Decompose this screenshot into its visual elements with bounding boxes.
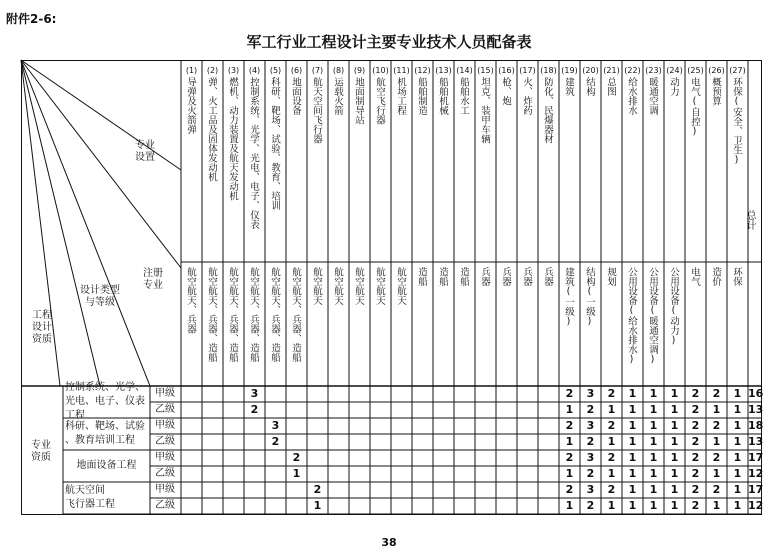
column-number: (14) bbox=[456, 66, 473, 75]
staff-count: 3 bbox=[586, 387, 595, 400]
staff-count: 1 bbox=[565, 403, 574, 416]
group-label-line: 地面设备工程 bbox=[76, 460, 137, 471]
column-number: (3) bbox=[227, 66, 240, 75]
total-count: 16 bbox=[748, 387, 764, 400]
column-number: (9) bbox=[353, 66, 366, 75]
column-specialty-name: 火、炸药 bbox=[521, 77, 532, 115]
column-specialty-name: 船舶水工 bbox=[458, 77, 469, 115]
column-number: (1) bbox=[185, 66, 198, 75]
column-specialty-name: 船舶机械 bbox=[437, 77, 448, 115]
column-specialty-name: 建筑 bbox=[563, 77, 574, 96]
group-label bbox=[65, 381, 148, 423]
staff-count: 1 bbox=[628, 451, 637, 464]
group-label bbox=[65, 484, 148, 512]
column-registered-specialty: 航空航天、兵器、造船 bbox=[290, 267, 301, 362]
column-registered-specialty: 造价 bbox=[710, 267, 721, 286]
column-number: (18) bbox=[540, 66, 557, 75]
column-registered-specialty: 航空航天 bbox=[374, 267, 385, 305]
staff-count: 2 bbox=[271, 435, 280, 448]
column-number: (5) bbox=[269, 66, 282, 75]
staff-count: 1 bbox=[628, 435, 637, 448]
column-registered-specialty: 造船 bbox=[437, 267, 448, 286]
column-registered-specialty: 航空航天、兵器 bbox=[185, 267, 196, 334]
column-specialty-name: 船舶制造 bbox=[416, 77, 427, 115]
column-specialty-name: 防化、民爆器材 bbox=[542, 77, 553, 144]
column-number: (11) bbox=[393, 66, 410, 75]
staff-count: 2 bbox=[691, 451, 700, 464]
column-specialty-name: 给水排水 bbox=[626, 77, 637, 115]
page-title: 军工行业工程设计主要专业技术人员配备表 bbox=[246, 33, 532, 51]
qualification-label: 专业资质 bbox=[31, 440, 51, 463]
staff-count: 1 bbox=[733, 435, 742, 448]
staff-count: 1 bbox=[670, 451, 679, 464]
staff-count: 1 bbox=[607, 403, 616, 416]
column-specialty-name: 枪、炮 bbox=[500, 77, 511, 106]
staff-count: 2 bbox=[691, 419, 700, 432]
staff-count: 1 bbox=[649, 403, 658, 416]
staff-count: 1 bbox=[712, 499, 721, 512]
staff-count: 1 bbox=[670, 483, 679, 496]
column-specialty-name: 环保(安全、卫生) bbox=[731, 77, 742, 166]
page-number: 38 bbox=[381, 536, 397, 549]
column-number: (2) bbox=[206, 66, 219, 75]
staff-count: 1 bbox=[649, 467, 658, 480]
group-label-line: 飞行器工程 bbox=[65, 499, 115, 510]
column-number: (4) bbox=[248, 66, 261, 75]
column-number: (7) bbox=[311, 66, 324, 75]
staff-count: 1 bbox=[565, 499, 574, 512]
column-number: (15) bbox=[477, 66, 494, 75]
staff-count: 1 bbox=[712, 435, 721, 448]
column-specialty-name: 总图 bbox=[605, 77, 616, 96]
grade-label: 甲级 bbox=[155, 388, 175, 399]
column-registered-specialty: 公用设备(动力) bbox=[668, 267, 679, 346]
staff-count: 2 bbox=[607, 419, 616, 432]
grade-label: 乙级 bbox=[155, 500, 175, 511]
column-specialty-name: 航天空间飞行器 bbox=[311, 77, 322, 144]
group-label-line: 工程 bbox=[65, 410, 85, 421]
group-label-line: 科研、靶场、试验 bbox=[65, 421, 145, 432]
staff-count: 1 bbox=[292, 467, 301, 480]
staff-count: 2 bbox=[250, 403, 259, 416]
staff-count: 2 bbox=[691, 435, 700, 448]
staff-count: 3 bbox=[250, 387, 259, 400]
column-registered-specialty: 公用设备(给水排水) bbox=[626, 267, 637, 365]
column-registered-specialty: 航空航天、兵器、造船 bbox=[269, 267, 280, 362]
total-count: 17 bbox=[748, 483, 764, 496]
staff-count: 3 bbox=[586, 419, 595, 432]
staff-count: 1 bbox=[628, 483, 637, 496]
column-specialty-name: 暖通空调 bbox=[647, 77, 658, 115]
staff-count: 2 bbox=[691, 467, 700, 480]
staff-count: 1 bbox=[712, 403, 721, 416]
staff-count: 2 bbox=[712, 387, 721, 400]
staff-count: 2 bbox=[586, 467, 595, 480]
staff-count: 3 bbox=[271, 419, 280, 432]
column-number: (23) bbox=[645, 66, 662, 75]
staff-count: 2 bbox=[565, 483, 574, 496]
column-specialty-name: 控制系统、光学、光电、电子、仪表 bbox=[248, 77, 259, 229]
column-registered-specialty: 建筑(一级) bbox=[563, 267, 574, 327]
staff-count: 1 bbox=[607, 467, 616, 480]
column-number: (20) bbox=[582, 66, 599, 75]
staff-count: 1 bbox=[670, 499, 679, 512]
column-registered-specialty: 结构(一级) bbox=[584, 267, 595, 327]
column-specialty-name: 结构 bbox=[584, 77, 595, 96]
group-label-line: 、教育培训工程 bbox=[65, 435, 135, 446]
column-specialty-name: 动力 bbox=[668, 77, 679, 96]
column-registered-specialty: 造船 bbox=[458, 267, 469, 286]
column-registered-specialty: 航空航天 bbox=[395, 267, 406, 305]
column-number: (19) bbox=[561, 66, 578, 75]
staff-count: 1 bbox=[628, 387, 637, 400]
staff-count: 1 bbox=[733, 483, 742, 496]
column-number: (10) bbox=[372, 66, 389, 75]
engineering-qualification-label: 工程设计资质 bbox=[32, 310, 52, 345]
registered-specialty-label: 注册专业 bbox=[143, 268, 163, 291]
staff-count: 2 bbox=[607, 451, 616, 464]
staff-count: 1 bbox=[670, 435, 679, 448]
group-label bbox=[65, 420, 148, 448]
staff-count: 1 bbox=[733, 467, 742, 480]
column-specialty-name: 地面制导站 bbox=[353, 77, 364, 125]
column-registered-specialty: 航空航天、兵器、造船 bbox=[248, 267, 259, 362]
column-registered-specialty: 兵器 bbox=[542, 267, 553, 286]
staff-count: 2 bbox=[691, 499, 700, 512]
staff-count: 1 bbox=[628, 403, 637, 416]
staff-count: 1 bbox=[649, 451, 658, 464]
staff-count: 1 bbox=[733, 387, 742, 400]
staff-count: 1 bbox=[607, 499, 616, 512]
column-specialty-name: 概预算 bbox=[710, 77, 721, 106]
column-specialty-name: 机场工程 bbox=[395, 77, 406, 115]
column-number: (27) bbox=[729, 66, 746, 75]
staff-count: 1 bbox=[649, 483, 658, 496]
group-label-line: 控制系统、光学、 bbox=[65, 382, 145, 393]
total-column-header: 总计 bbox=[744, 210, 755, 230]
staff-count: 1 bbox=[733, 419, 742, 432]
staff-count: 2 bbox=[691, 483, 700, 496]
staff-count: 1 bbox=[628, 499, 637, 512]
staff-count: 2 bbox=[586, 403, 595, 416]
column-number: (12) bbox=[414, 66, 431, 75]
staff-count: 1 bbox=[733, 499, 742, 512]
column-number: (6) bbox=[290, 66, 303, 75]
grade-label: 乙级 bbox=[155, 468, 175, 479]
grade-label: 甲级 bbox=[155, 484, 175, 495]
staff-count: 3 bbox=[586, 451, 595, 464]
column-specialty-name: 导弹及火箭弹 bbox=[185, 77, 196, 134]
staff-count: 1 bbox=[649, 387, 658, 400]
grade-label: 甲级 bbox=[155, 452, 175, 463]
column-number: (24) bbox=[666, 66, 683, 75]
column-registered-specialty: 航空航天 bbox=[353, 267, 364, 305]
attachment-label: 附件2-6: bbox=[6, 12, 57, 26]
column-number: (22) bbox=[624, 66, 641, 75]
total-count: 18 bbox=[748, 419, 764, 432]
staff-count: 2 bbox=[712, 451, 721, 464]
column-number: (26) bbox=[708, 66, 725, 75]
column-specialty-name: 燃机、动力装置及航天发动机 bbox=[227, 77, 238, 201]
staff-count: 1 bbox=[649, 435, 658, 448]
grade-label: 甲级 bbox=[155, 420, 175, 431]
column-specialty-name: 科研、靶场、试验、教育、培训 bbox=[269, 77, 280, 210]
staff-count: 1 bbox=[733, 403, 742, 416]
column-registered-specialty: 环保 bbox=[731, 267, 742, 286]
staff-count: 1 bbox=[628, 467, 637, 480]
staff-count: 1 bbox=[628, 419, 637, 432]
column-registered-specialty: 公用设备(暖通空调) bbox=[647, 267, 658, 365]
column-number: (16) bbox=[498, 66, 515, 75]
column-specialty-name: 地面设备 bbox=[290, 77, 301, 115]
staff-count: 2 bbox=[712, 419, 721, 432]
diagonal-line bbox=[21, 60, 181, 268]
staff-count: 2 bbox=[586, 499, 595, 512]
column-number: (17) bbox=[519, 66, 536, 75]
column-number: (13) bbox=[435, 66, 452, 75]
staff-count: 2 bbox=[586, 435, 595, 448]
staff-count: 1 bbox=[313, 499, 322, 512]
staff-count: 1 bbox=[649, 499, 658, 512]
staff-count: 1 bbox=[670, 403, 679, 416]
column-number: (8) bbox=[332, 66, 345, 75]
staff-count: 2 bbox=[691, 387, 700, 400]
group-label-line: 光电、电子、仪表 bbox=[65, 396, 145, 407]
staff-count: 2 bbox=[607, 483, 616, 496]
column-number: (25) bbox=[687, 66, 704, 75]
design-type-grade-label: 设计类型与等级 bbox=[80, 285, 120, 308]
total-count: 12 bbox=[748, 467, 764, 480]
staff-count: 1 bbox=[607, 435, 616, 448]
total-count: 13 bbox=[748, 435, 764, 448]
staff-count: 1 bbox=[670, 467, 679, 480]
column-registered-specialty: 航空航天、兵器、造船 bbox=[206, 267, 217, 362]
column-specialty-name: 电气(自控) bbox=[689, 77, 700, 137]
group-label bbox=[65, 459, 148, 473]
group-label-line: 航天空间 bbox=[65, 485, 105, 496]
staff-count: 3 bbox=[586, 483, 595, 496]
column-registered-specialty: 兵器 bbox=[500, 267, 511, 286]
staff-count: 2 bbox=[607, 387, 616, 400]
grade-label: 乙级 bbox=[155, 436, 175, 447]
column-specialty-name: 弹、火工品及固体发动机 bbox=[206, 77, 217, 182]
staff-count: 2 bbox=[565, 451, 574, 464]
staff-count: 1 bbox=[565, 467, 574, 480]
column-specialty-name: 运载火箭 bbox=[332, 77, 343, 115]
column-specialty-name: 坦克、装甲车辆 bbox=[479, 77, 490, 144]
staff-count: 1 bbox=[712, 467, 721, 480]
column-registered-specialty: 兵器 bbox=[521, 267, 532, 286]
column-registered-specialty: 航空航天、兵器、造船 bbox=[227, 267, 238, 362]
staff-count: 2 bbox=[565, 387, 574, 400]
staff-count: 1 bbox=[649, 419, 658, 432]
staff-count: 2 bbox=[565, 419, 574, 432]
column-registered-specialty: 造船 bbox=[416, 267, 427, 286]
column-registered-specialty: 兵器 bbox=[479, 267, 490, 286]
staff-count: 1 bbox=[565, 435, 574, 448]
column-registered-specialty: 航空航天 bbox=[332, 267, 343, 305]
column-registered-specialty: 航空航天 bbox=[311, 267, 322, 305]
staff-count: 1 bbox=[670, 419, 679, 432]
column-number: (21) bbox=[603, 66, 620, 75]
grade-label: 乙级 bbox=[155, 404, 175, 415]
column-registered-specialty: 规划 bbox=[605, 267, 616, 286]
total-count: 12 bbox=[748, 499, 764, 512]
specialty-setting-label: 专业设置 bbox=[135, 140, 155, 163]
staff-count: 2 bbox=[712, 483, 721, 496]
staff-count: 1 bbox=[670, 387, 679, 400]
total-count: 13 bbox=[748, 403, 764, 416]
staff-count: 1 bbox=[733, 451, 742, 464]
total-count: 17 bbox=[748, 451, 764, 464]
staff-count: 2 bbox=[691, 403, 700, 416]
column-registered-specialty: 电气 bbox=[689, 267, 700, 286]
staff-count: 2 bbox=[313, 483, 322, 496]
column-specialty-name: 航空飞行器 bbox=[374, 77, 385, 125]
staff-count: 2 bbox=[292, 451, 301, 464]
